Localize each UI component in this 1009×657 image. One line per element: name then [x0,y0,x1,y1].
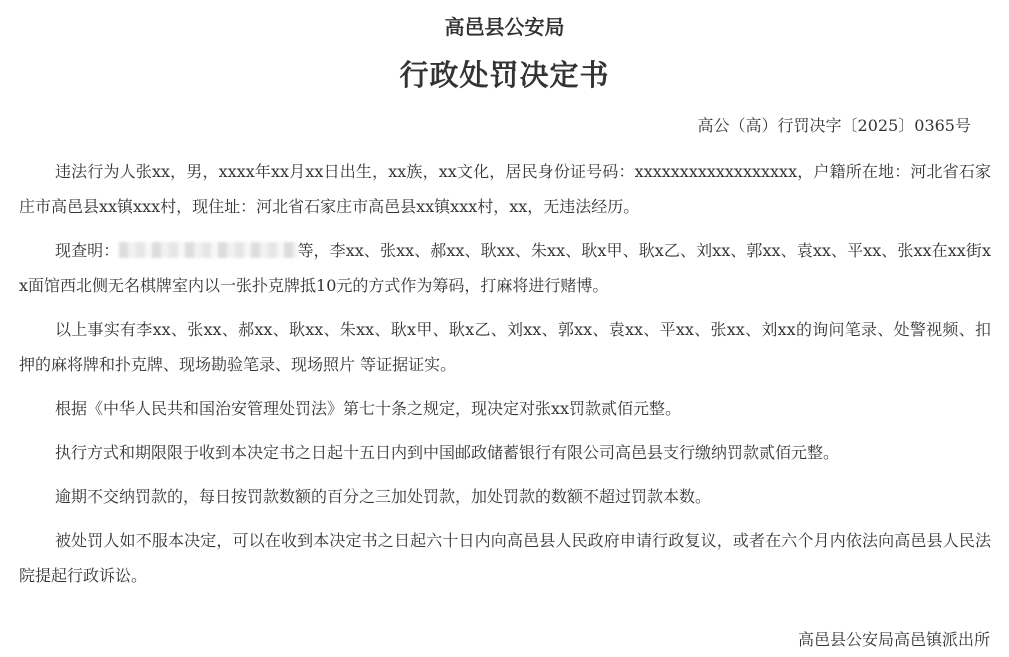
paragraph-offender-info: 违法行为人张xx，男，xxxx年xx月xx日出生，xx族，xx文化，居民身份证号码：xxxxxxxxxxxxxxxxxx，户籍所在地：河北省石家庄市高邑县xx镇xxx村，现住址：河北省石家庄市高邑县xx镇xxx村，xx，无违法经历。 [19,162,991,216]
paragraph-appeal-rights: 被处罚人如不服本决定，可以在收到本决定书之日起六十日内向高邑县人民政府申请行政复议，或者在六个月内依法向高邑县人民法院提起行政诉讼。 [19,531,991,585]
document-title: 行政处罚决定书 [399,58,610,92]
document-body [19,154,991,602]
paragraph-findings [19,233,991,303]
document-number: 高公（高）行罚决字〔2025〕0365号 [697,116,971,135]
paragraph-legal-basis: 根据《中华人民共和国治安管理处罚法》第七十条之规定，现决定对张xx罚款贰佰元整。 [55,399,682,418]
findings-text: 等，李xx、张xx、郝xx、耿xx、朱xx、耿x甲、耿x乙、刘xx、郭xx、袁xx、平xx、张xx在xx街xx面馆西北侧无名棋牌室内以一张扑克牌抵10元的方式作为筹码，打麻将进行赌博。 [19,241,991,295]
findings-prefix: 现查明： [55,241,120,260]
paragraph-evidence: 以上事实有李xx、张xx、郝xx、耿xx、朱xx、耿x甲、耿x乙、刘xx、郭xx、袁xx、平xx、张xx、刘xx的询问笔录、处警视频、扣押的麻将牌和扑克牌、现场勘验笔录、现场照片 等证据证实。 [19,320,991,374]
paragraph-execution: 执行方式和期限限于收到本决定书之日起十五日内到中国邮政储蓄银行有限公司高邑县支行缴纳罚款贰佰元整。 [55,443,840,462]
signing-authority: 高邑县公安局高邑镇派出所 [797,630,990,649]
issuing-agency: 高邑县公安局 [444,15,565,39]
paragraph-late-penalty: 逾期不交纳罚款的，每日按罚款数额的百分之三加处罚款，加处罚款的数额不超过罚款本数。 [55,487,712,506]
redacted-blur [119,242,297,258]
